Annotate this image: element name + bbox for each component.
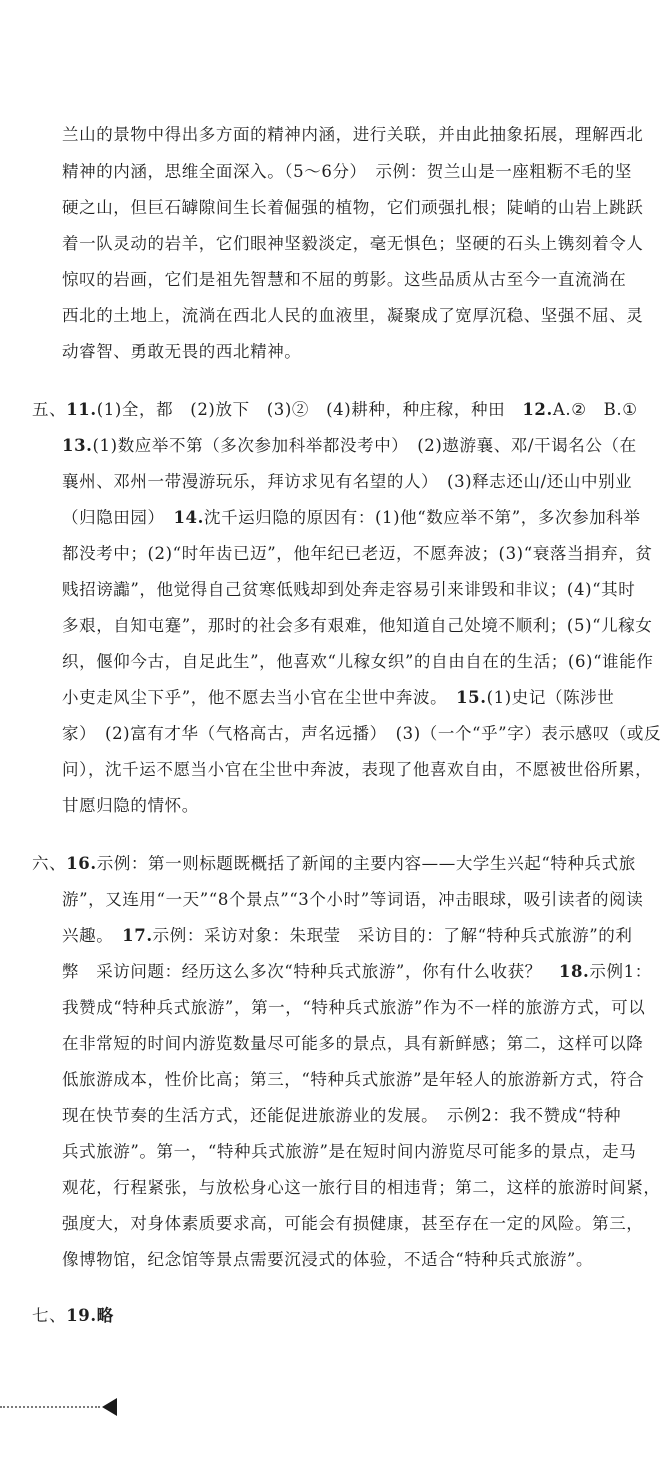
text-line xyxy=(62,1214,662,1234)
question-number: 15. xyxy=(456,688,487,707)
text-line xyxy=(62,580,662,600)
section-seven-line xyxy=(32,1306,662,1326)
section-label: 五、 xyxy=(32,400,67,419)
text-line xyxy=(62,162,662,182)
line-text: 弊 采访问题：经历这么多次“特种兵式旅游”，你有什么收获？ xyxy=(62,962,559,981)
line-text: 硬之山，但巨石罅隙间生长着倔强的植物，它们顽强扎根；陡峭的山岩上跳跃 xyxy=(62,198,644,217)
line-text: (1)全，都 (2)放下 (3)② (4)耕种，种庄稼，种田 xyxy=(96,400,523,419)
line-text: 低旅游成本，性价比高；第三，“特种兵式旅游”是年轻人的旅游新方式，符合 xyxy=(62,1070,645,1089)
question-number: 17. xyxy=(122,926,153,945)
line-text: 问），沈千运不愿当小官在尘世中奔波，表现了他喜欢自由，不愿被世俗所累， xyxy=(62,760,653,779)
text-line xyxy=(62,1250,662,1270)
text-line xyxy=(62,998,662,1018)
question-number: 14. xyxy=(173,508,204,527)
line-text: 织，偃仰今古，自足此生”，他喜欢“儿稼女织”的自由自在的生活；(6)“谁能作 xyxy=(62,652,654,671)
line-text: 贱招谤讟”，他觉得自己贫寒低贱却到处奔走容易引来诽毁和非议；(4)“其时 xyxy=(62,580,636,599)
answer-text: 示例：采访对象：朱珉莹 采访目的：了解“特种兵式旅游”的利 xyxy=(152,926,633,945)
line-text: 观花，行程紧张，与放松身心这一旅行目的相违背；第二，这样的旅游时间紧， xyxy=(62,1178,661,1197)
text-line xyxy=(62,198,662,218)
text-line xyxy=(62,926,662,946)
line-text: 示例：第一则标题既概括了新闻的主要内容——大学生兴起“特种兵式旅 xyxy=(96,854,636,873)
text-line xyxy=(62,544,662,564)
text-line xyxy=(62,234,662,254)
text-line xyxy=(62,436,662,456)
text-line xyxy=(62,688,662,708)
footer-dotted-rule xyxy=(0,1406,100,1408)
text-line xyxy=(62,796,662,816)
section-five-line xyxy=(32,400,662,420)
text-line xyxy=(62,760,662,780)
question-number: 12. xyxy=(522,400,553,419)
text-line xyxy=(62,125,662,145)
line-text: 略 xyxy=(96,1306,114,1325)
text-line xyxy=(62,342,662,362)
question-number: 11. xyxy=(66,400,97,419)
line-text: 动睿智、勇敢无畏的西北精神。 xyxy=(62,342,302,361)
text-line xyxy=(62,1034,662,1054)
section-label: 六、 xyxy=(32,854,67,873)
text-line xyxy=(62,472,662,492)
line-text: 像博物馆，纪念馆等景点需要沉浸式的体验，不适合“特种兵式旅游”。 xyxy=(62,1250,594,1269)
line-text: 多艰，自知屯蹇”，那时的社会多有艰难，他知道自己处境不顺利；(5)“儿稼女 xyxy=(62,616,653,635)
line-text: 小吏走风尘下乎”，他不愿去当小官在尘世中奔波。 xyxy=(62,688,457,707)
line-text: 兵式旅游”。第一，“特种兵式旅游”是在短时间内游览尽可能多的景点，走马 xyxy=(62,1142,637,1161)
left-arrow-icon xyxy=(102,1398,117,1416)
line-text: 在非常短的时间内游览数量尽可能多的景点，具有新鲜感；第二，这样可以降 xyxy=(62,1034,644,1053)
line-text: 兴趣。 xyxy=(62,926,123,945)
text-line xyxy=(62,306,662,326)
text-line xyxy=(62,1142,662,1162)
section-label: 七、 xyxy=(32,1306,67,1325)
line-text: 游”，又连用“一天”“8个景点”“3个小时”等词语，冲击眼球，吸引读者的阅读 xyxy=(62,890,644,909)
text-line xyxy=(62,1070,662,1090)
answer-text: 沈千运归隐的原因有：(1)他“数应举不第”，多次参加科举 xyxy=(203,508,641,527)
text-line xyxy=(62,1178,662,1198)
text-line xyxy=(62,508,662,528)
line-text: 甘愿归隐的情怀。 xyxy=(62,796,199,815)
line-text: 我赞成“特种兵式旅游”，第一，“特种兵式旅游”作为不一样的旅游方式，可以 xyxy=(62,998,646,1017)
line-text: 精神的内涵，思维全面深入。（5～6分） 示例：贺兰山是一座粗粝不毛的坚 xyxy=(62,162,632,181)
text-line xyxy=(62,724,662,744)
line-text: 强度大，对身体素质要求高，可能会有损健康，甚至存在一定的风险。第三， xyxy=(62,1214,644,1233)
question-number: 19. xyxy=(66,1306,97,1325)
line-text: 兰山的景物中得出多方面的精神内涵，进行关联，并由此抽象拓展，理解西北 xyxy=(62,125,644,144)
question-number: 16. xyxy=(66,854,97,873)
line-text: 现在快节奏的生活方式，还能促进旅游业的发展。 示例2：我不赞成“特种 xyxy=(62,1106,622,1125)
section-six-line xyxy=(32,854,662,874)
line-text: 惊叹的岩画，它们是祖先智慧和不屈的剪影。这些品质从古至今一直流淌在 xyxy=(62,270,627,289)
text-line xyxy=(62,890,662,910)
line-text: 着一队灵动的岩羊，它们眼神坚毅淡定，毫无惧色；坚硬的石头上镌刻着令人 xyxy=(62,234,644,253)
text-line xyxy=(62,962,662,982)
line-text: 西北的土地上，流淌在西北人民的血液里，凝聚成了宽厚沉稳、坚强不屈、灵 xyxy=(62,306,644,325)
line-text: （归隐田园） xyxy=(62,508,174,527)
line-text: 家） (2)富有才华（气格高古，声名远播） (3)（一个“乎”字）表示感叹（或反 xyxy=(62,724,662,743)
question-number: 13. xyxy=(62,436,93,455)
answer-text: 示例1： xyxy=(589,962,652,981)
text-line xyxy=(62,616,662,636)
answer-text: A.② B.① xyxy=(552,400,638,419)
text-line xyxy=(62,1106,662,1126)
line-text: 都没考中；(2)“时年齿已迈”，他年纪已老迈，不愿奔波；(3)“衰落当捐弃，贫 xyxy=(62,544,653,563)
line-text: (1)数应举不第（多次参加科举都没考中） (2)遨游襄、邓/干谒名公（在 xyxy=(92,436,637,455)
text-line xyxy=(62,652,662,672)
text-line xyxy=(62,270,662,290)
answer-text: (1)史记（陈涉世 xyxy=(486,688,615,707)
line-text: 襄州、邓州一带漫游玩乐，拜访求见有名望的人） (3)释志还山/还山中别业 xyxy=(62,472,633,491)
question-number: 18. xyxy=(558,962,590,981)
